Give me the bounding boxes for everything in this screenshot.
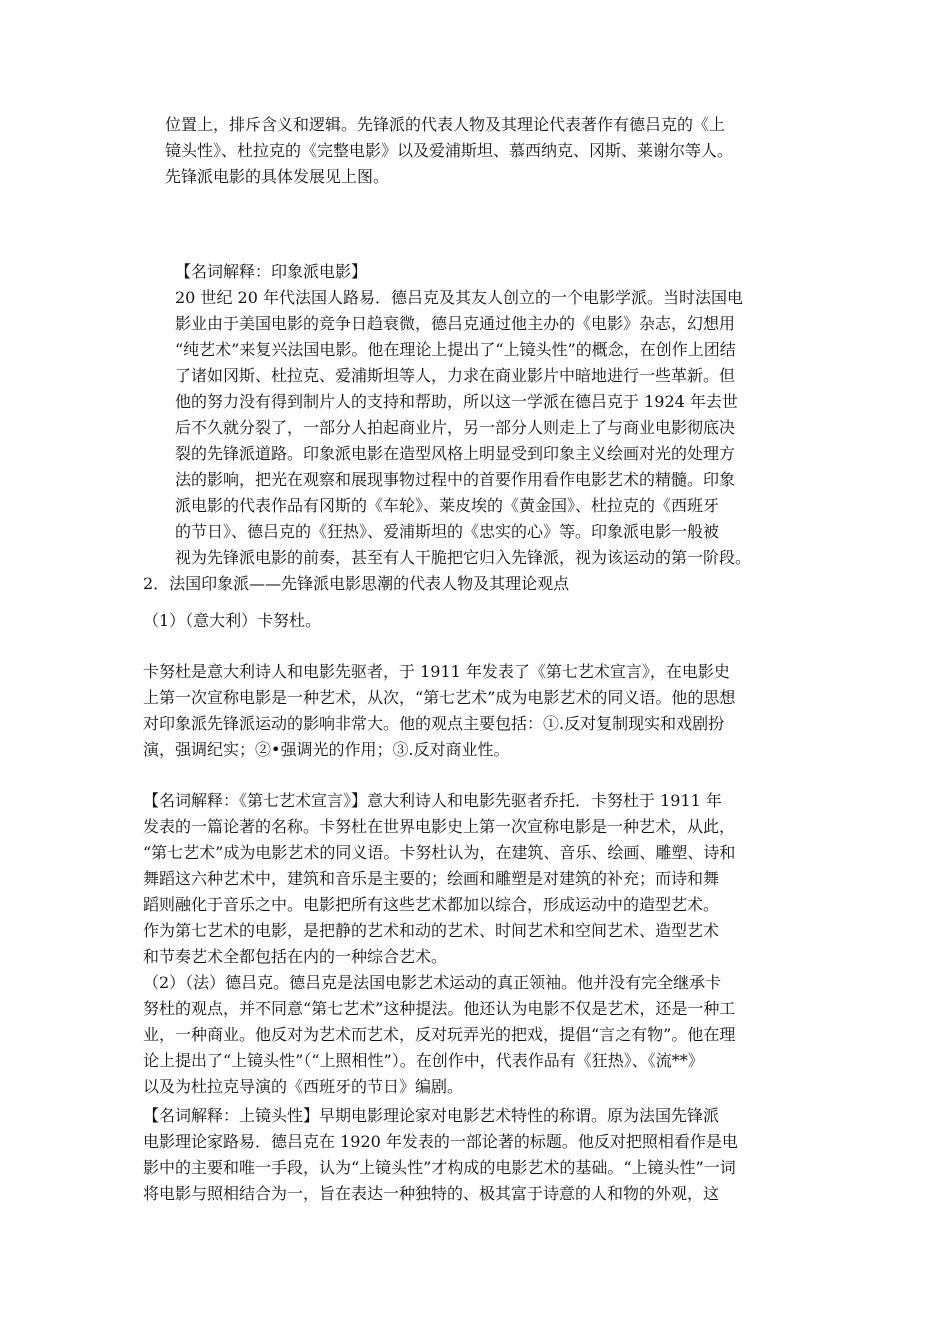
text-line: “纯艺术”来复兴法国电影。他在理论上提出了“上镜头性”的概念，在创作上团结: [175, 340, 736, 359]
seventh-art-definition: [143, 788, 735, 1100]
text-line: 努杜的观点，并不同意“第七艺术”这种提法。他还认为电影不仅是艺术，还是一种工: [143, 999, 736, 1018]
text-line: 先锋派电影的具体发展见上图。: [165, 167, 390, 186]
text-line: （1）（意大利）卡努杜。: [143, 611, 322, 630]
text-line: 法的影响，把光在观察和展现事物过程中的首要作用看作电影艺术的精髓。印象: [175, 470, 736, 489]
text-line: 影业由于美国电影的竞争日趋衰微，德吕克通过他主办的《电影》杂志，幻想用: [175, 314, 736, 333]
text-line: 2．法国印象派——先锋派电影思潮的代表人物及其理论观点: [143, 574, 570, 593]
text-line: 业，一种商业。他反对为艺术而艺术，反对玩弄光的把戏，提倡“言之有物”。他在理: [143, 1025, 736, 1044]
text-line: 以及为杜拉克导演的《西班牙的节日》编剧。: [143, 1077, 464, 1096]
text-line: （2）（法）德吕克。德吕克是法国电影艺术运动的真正领袖。他并没有完全继承卡: [143, 973, 722, 992]
canudo-paragraph: [143, 659, 735, 763]
text-line: 将电影与照相结合为一，旨在表达一种独特的、极其富于诗意的人和物的外观，这: [143, 1184, 720, 1203]
text-line: 论上提出了“上镜头性”（“上照相性”）。在创作中，代表作品有《狂热》、《流**》: [143, 1051, 704, 1070]
text-line: 对印象派先锋派运动的影响非常大。他的观点主要包括：①.反对复制现实和戏剧扮: [143, 714, 725, 733]
item-1-heading: [143, 608, 321, 634]
text-line: 和节奏艺术全都包括在内的一种综合艺术。: [143, 947, 448, 966]
text-line: 【名词解释：印象派电影】: [175, 262, 368, 281]
text-line: 【名词解释：上镜头性】早期电影理论家对电影艺术特性的称谓。原为法国先锋派: [143, 1106, 720, 1125]
text-line: 镜头性》、杜拉克的《完整电影》以及爱浦斯坦、慕西纳克、冈斯、莱谢尔等人。: [165, 141, 734, 160]
text-line: 派电影的代表作品有冈斯的《车轮》、莱皮埃的《黄金国》、杜拉克的《西班牙: [175, 496, 720, 515]
term-heading-impressionist-film: [175, 259, 367, 285]
text-line: 视为先锋派电影的前奏，甚至有人干脆把它归入先锋派，视为该运动的第一阶段。: [175, 548, 752, 567]
text-line: 的节日》、德吕克的《狂热》、爱浦斯坦的《忠实的心》等。印象派电影一般被: [175, 522, 720, 541]
text-line: 卡努杜是意大利诗人和电影先驱者，于 1911 年发表了《第七艺术宣言》，在电影史: [143, 662, 730, 681]
photogenie-definition: [143, 1103, 738, 1207]
text-line: 后不久就分裂了，一部分人拍起商业片，另一部分人则走上了与商业电影彻底决: [175, 418, 736, 437]
text-line: 裂的先锋派道路。印象派电影在造型风格上明显受到印象主义绘画对光的处理方: [175, 444, 736, 463]
text-line: 作为第七艺术的电影，是把静的艺术和动的艺术、时间艺术和空间艺术、造型艺术: [143, 921, 720, 940]
text-line: 发表的一篇论著的名称。卡努杜在世界电影史上第一次宣称电影是一种艺术，从此，: [143, 817, 736, 836]
impressionist-film-definition: [175, 285, 751, 571]
text-line: 演，强调纪实；②•强调光的作用；③.反对商业性。: [143, 740, 510, 759]
intro-paragraph: [165, 112, 733, 190]
text-line: 上第一次宣称电影是一种艺术，从次，“第七艺术”成为电影艺术的同义语。他的思想: [143, 688, 736, 707]
text-line: 电影理论家路易．德吕克在 1920 年发表的一部论著的标题。他反对把照相看作是电: [143, 1132, 738, 1151]
text-line: 【名词解释：《第七艺术宣言》】意大利诗人和电影先驱者乔托．卡努杜于 1911 年: [143, 791, 722, 810]
text-line: 蹈则融化于音乐之中。电影把所有这些艺术都加以综合，形成运动中的造型艺术。: [143, 895, 720, 914]
text-line: 了诸如冈斯、杜拉克、爱浦斯坦等人，力求在商业影片中暗地进行一些革新。但: [175, 366, 736, 385]
text-line: 舞蹈这六种艺术中，建筑和音乐是主要的；绘画和雕塑是对建筑的补充；而诗和舞: [143, 869, 720, 888]
section-2-heading: [143, 571, 569, 597]
text-line: 影中的主要和唯一手段，认为“上镜头性”才构成的电影艺术的基础。“上镜头性”一词: [143, 1158, 736, 1177]
text-line: 他的努力没有得到制片人的支持和帮助，所以这一学派在德吕克于 1924 年去世: [175, 392, 738, 411]
text-line: “第七艺术”成为电影艺术的同义语。卡努杜认为，在建筑、音乐、绘画、雕塑、诗和: [143, 843, 736, 862]
text-line: 20 世纪 20 年代法国人路易．德吕克及其友人创立的一个电影学派。当时法国电: [175, 288, 743, 307]
text-line: 位置上，排斥含义和逻辑。先锋派的代表人物及其理论代表著作有德吕克的《上: [165, 115, 726, 134]
